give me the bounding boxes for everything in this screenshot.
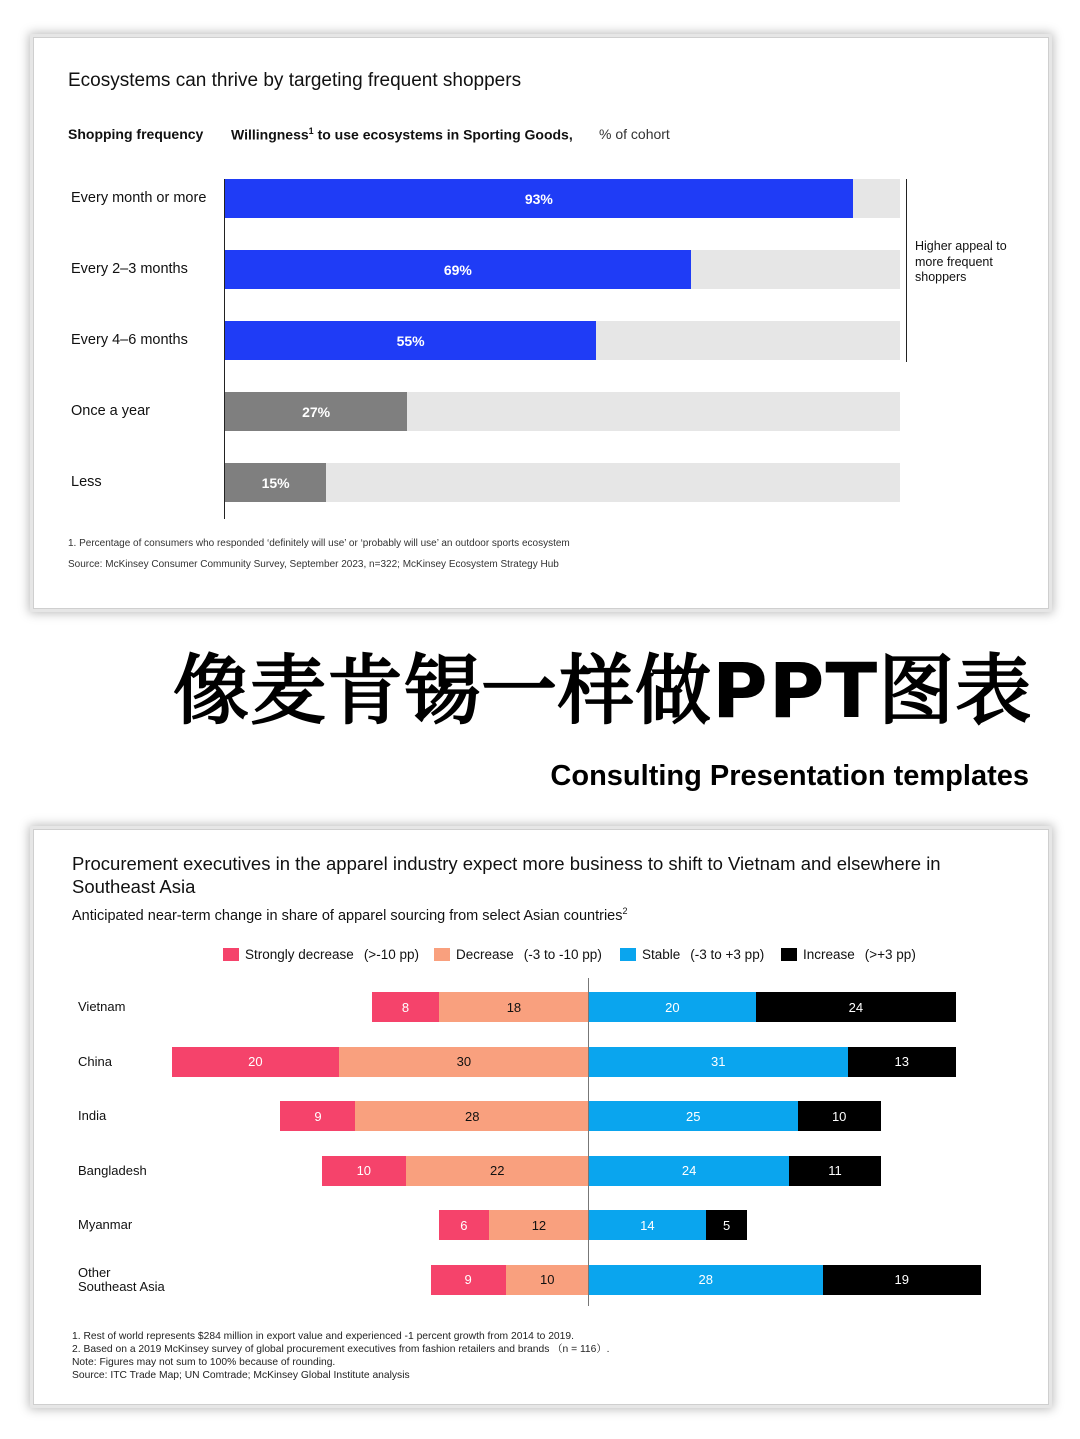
chart2-legend-range: (>-10 pp) bbox=[363, 947, 419, 962]
chart2-bar-segment bbox=[823, 1265, 981, 1295]
chart2-subtitle-sup: 2 bbox=[622, 906, 628, 916]
banner-title: 像麦肯锡一样做PPT图表 bbox=[173, 646, 1033, 735]
chart2-bar-value-label: 10 bbox=[540, 1272, 555, 1287]
chart2-bar-segment bbox=[439, 992, 589, 1022]
chart2-zero-axis bbox=[588, 978, 589, 1306]
chart2-category-label: China bbox=[78, 1053, 112, 1069]
chart1-category-label: Every 4–6 months bbox=[71, 332, 188, 348]
chart2-bar-value-label: 9 bbox=[464, 1272, 472, 1287]
chart2-bar-segment bbox=[756, 992, 956, 1022]
chart2-legend-label: Decrease bbox=[456, 947, 514, 962]
chart1-value-header-rest: to use ecosystems in Sporting Goods, bbox=[313, 126, 573, 143]
chart2-bar-value-label: 6 bbox=[460, 1217, 468, 1233]
chart1-bar-value-label: 27% bbox=[302, 403, 331, 420]
chart2-bar-value-label: 18 bbox=[506, 999, 522, 1015]
chart2-title: Procurement executives in the apparel industry expect more business to shift to Vietnam and elsewhere in Southeast Asia bbox=[72, 853, 941, 897]
chart1-title: Ecosystems can thrive by targeting frequent shoppers bbox=[68, 70, 522, 91]
chart2-footnote-source: Source: ITC Trade Map; UN Comtrade; McKinsey Global Institute analysis bbox=[72, 1370, 410, 1381]
chart2-legend-range: (-3 to -10 pp) bbox=[523, 947, 602, 962]
chart2-bar-value-label: 10 bbox=[356, 1163, 372, 1178]
chart1-category-label: Every 2–3 months bbox=[71, 261, 188, 277]
chart2-bar-value-label: 14 bbox=[640, 1217, 655, 1233]
chart2-bar-segment bbox=[406, 1156, 589, 1186]
chart2-bar-segment bbox=[439, 1210, 489, 1240]
chart2-bar-segment bbox=[589, 1156, 789, 1186]
chart2-bar-value-label: 28 bbox=[464, 1108, 480, 1124]
chart2-legend-label: Stable bbox=[642, 947, 681, 962]
chart2-bar-segment bbox=[589, 1047, 848, 1077]
chart2-footnote-2: 2. Based on a 2019 McKinsey survey of global procurement executives from fashion retailers and brands （n = 116）. bbox=[72, 1344, 610, 1355]
chart2-bar-value-label: 10 bbox=[831, 1108, 847, 1124]
chart2-bar-segment bbox=[339, 1047, 589, 1077]
chart1-value-header-sup: 1 bbox=[308, 126, 314, 136]
chart2-bar-segment bbox=[489, 1210, 589, 1240]
chart1-bar-value-label: 69% bbox=[443, 261, 472, 278]
chart2-bar-value-label: 22 bbox=[490, 1163, 505, 1178]
chart2-bar-value-label: 20 bbox=[665, 999, 680, 1015]
chart1-category-header: Shopping frequency bbox=[68, 126, 204, 142]
chart2-bar-value-label: 9 bbox=[314, 1108, 322, 1124]
chart2-legend-item bbox=[223, 947, 419, 962]
chart1-bar-value-label: 15% bbox=[261, 474, 290, 491]
chart1-category-label: Every month or more bbox=[71, 190, 207, 206]
chart2-footnotes bbox=[72, 1330, 610, 1382]
chart2-bar-segment bbox=[589, 1101, 798, 1131]
chart2-legend-swatch bbox=[781, 948, 797, 961]
chart1-bar bbox=[225, 250, 691, 289]
chart2-legend-range: (>+3 pp) bbox=[864, 947, 916, 962]
chart2-bar-value-label: 28 bbox=[698, 1272, 713, 1287]
chart2-legend-swatch bbox=[434, 948, 450, 961]
chart2-bar-value-label: 25 bbox=[686, 1108, 701, 1124]
chart2-bar-segment bbox=[372, 992, 439, 1022]
chart1-bar-background bbox=[225, 463, 900, 502]
chart1-bar bbox=[225, 179, 853, 218]
chart-card-apparel-sourcing bbox=[33, 829, 1049, 1405]
chart2-category-label: Myanmar bbox=[78, 1217, 133, 1232]
chart2-legend-label: Strongly decrease bbox=[245, 947, 354, 962]
chart1-axis-line bbox=[224, 179, 225, 519]
chart2-bar-segment bbox=[589, 1210, 706, 1240]
chart1-annotation: Higher appeal to more frequent shoppers bbox=[915, 239, 1007, 284]
chart2-legend-swatch bbox=[620, 948, 636, 961]
chart1-footnote: 1. Percentage of consumers who responded ‘definitely will use’ or ‘probably will use’ an outdoor sports ecosystem bbox=[68, 538, 570, 549]
chart2-bar-segment bbox=[848, 1047, 956, 1077]
chart2-bar-value-label: 5 bbox=[722, 1217, 731, 1233]
chart2-legend-item bbox=[434, 947, 602, 962]
chart2-bar-segment bbox=[355, 1101, 589, 1131]
chart-card-shopping-frequency bbox=[33, 37, 1049, 609]
chart1-bar bbox=[225, 463, 326, 502]
chart1-bar bbox=[225, 321, 596, 360]
chart2-bar-segment bbox=[589, 992, 756, 1022]
chart1-bracket bbox=[906, 179, 907, 362]
chart2-bar-segment bbox=[506, 1265, 589, 1295]
chart2-bar-value-label: 12 bbox=[531, 1217, 547, 1233]
chart2-subtitle bbox=[72, 906, 628, 924]
chart1-bar-value-label: 93% bbox=[524, 190, 553, 207]
chart2-legend-range: (-3 to +3 pp) bbox=[690, 947, 765, 962]
chart1-source: Source: McKinsey Consumer Community Survey, September 2023, n=322; McKinsey Ecosystem Strategy Hub bbox=[68, 559, 559, 570]
chart2-bar-segment bbox=[798, 1101, 881, 1131]
chart2-footnote-note: Note: Figures may not sum to 100% because of rounding. bbox=[72, 1357, 336, 1368]
chart2-bar-segment bbox=[789, 1156, 881, 1186]
chart2-bar-segment bbox=[172, 1047, 339, 1077]
chart2-bar-value-label: 31 bbox=[711, 1054, 726, 1069]
chart2-footnote-1: 1. Rest of world represents $284 million in export value and experienced -1 percent growth from 2014 to 2019. bbox=[72, 1331, 574, 1342]
chart2-legend-swatch bbox=[223, 948, 239, 961]
chart2-legend-label: Increase bbox=[803, 947, 855, 962]
chart2-bar-value-label: 24 bbox=[848, 999, 864, 1015]
chart1-value-header bbox=[231, 126, 573, 143]
chart2-bar-value-label: 20 bbox=[248, 1054, 263, 1069]
chart2-bar-value-label: 13 bbox=[894, 1054, 909, 1069]
chart2-bar-value-label: 19 bbox=[894, 1272, 909, 1287]
banner-subtitle: Consulting Presentation templates bbox=[550, 760, 1029, 792]
chart2-category-label: Other Southeast Asia bbox=[78, 1264, 165, 1294]
chart1-value-unit: % of cohort bbox=[599, 126, 670, 142]
chart2-bar-segment bbox=[322, 1156, 405, 1186]
chart2-bar-segment bbox=[706, 1210, 748, 1240]
chart1-value-header-main: Willingness bbox=[231, 126, 309, 143]
chart2-bar-segment bbox=[280, 1101, 355, 1131]
chart1-category-label: Once a year bbox=[71, 403, 150, 419]
chart2-category-label: India bbox=[78, 1108, 107, 1123]
chart2-bar-value-label: 24 bbox=[681, 1163, 697, 1178]
chart2-legend-item bbox=[781, 947, 916, 962]
chart2-bar-segment bbox=[431, 1265, 506, 1295]
chart1-bar-value-label: 55% bbox=[396, 332, 425, 349]
chart2-bar-segment bbox=[589, 1265, 823, 1295]
chart2-bar-value-label: 8 bbox=[401, 999, 410, 1015]
chart2-subtitle-main: Anticipated near-term change in share of apparel sourcing from select Asian countries bbox=[72, 907, 623, 924]
chart2-legend-item bbox=[620, 947, 764, 962]
chart2-bar-value-label: 11 bbox=[828, 1163, 842, 1178]
chart2-bar-value-label: 30 bbox=[456, 1054, 472, 1069]
chart2-category-label: Vietnam bbox=[78, 999, 126, 1014]
chart1-bar bbox=[225, 392, 407, 431]
chart1-category-label: Less bbox=[71, 474, 102, 490]
chart2-category-label: Bangladesh bbox=[78, 1162, 147, 1178]
